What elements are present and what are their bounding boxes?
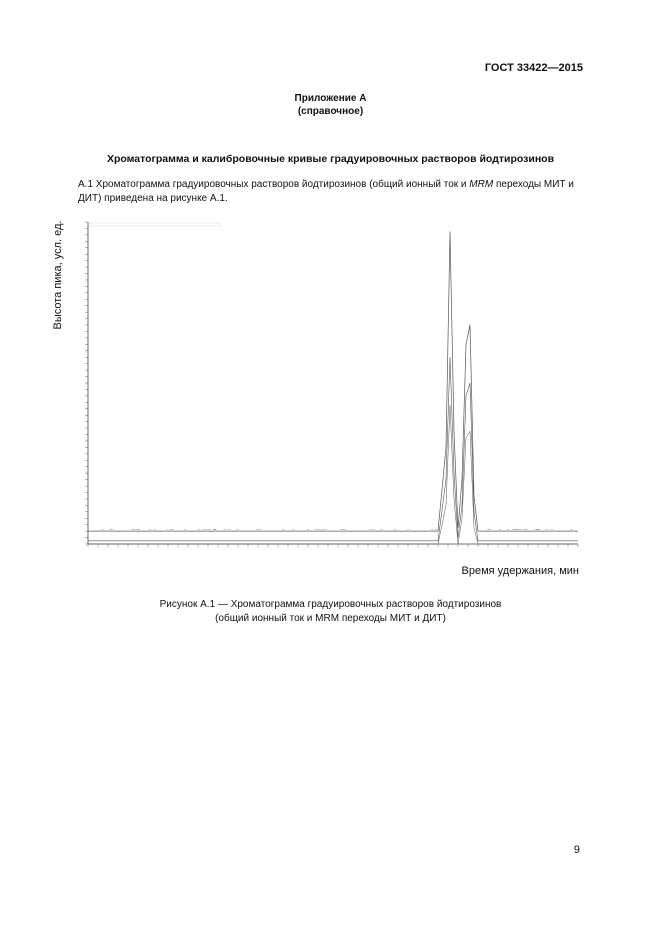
- y-axis-label: Высота пика, усл. ед.: [52, 220, 64, 330]
- paragraph-part1: А.1 Хроматограмма градуировочных растворов йодтирозинов (общий ионный ток и: [78, 179, 470, 190]
- appendix-title: Приложение А: [294, 93, 367, 104]
- paragraph-part2: переходы МИТ и ДИТ) приведена на рисунке А.1.: [78, 179, 574, 204]
- series-line-1: [88, 232, 578, 531]
- page-number: 9: [573, 844, 580, 856]
- caption-line-2: (общий ионный ток и MRM переходы МИТ и ДИТ): [215, 613, 446, 624]
- chromatogram-chart: [85, 222, 578, 547]
- legend-strip: [90, 223, 220, 226]
- caption-line-1: Рисунок А.1 — Хроматограмма градуировочных растворов йодтирозинов: [159, 599, 502, 610]
- paragraph-italic: MRM: [469, 179, 494, 190]
- standard-number: ГОСТ 33422—2015: [484, 62, 583, 74]
- x-axis-label: Время удержания, мин: [461, 565, 579, 577]
- series-line-3: [88, 406, 578, 545]
- figure-caption: [0, 598, 661, 626]
- series-line-2: [88, 357, 578, 541]
- appendix-subtitle: (справочное): [297, 106, 364, 117]
- section-heading: Хроматограмма и калибровочные кривые градуировочных растворов йодтирозинов: [106, 153, 555, 165]
